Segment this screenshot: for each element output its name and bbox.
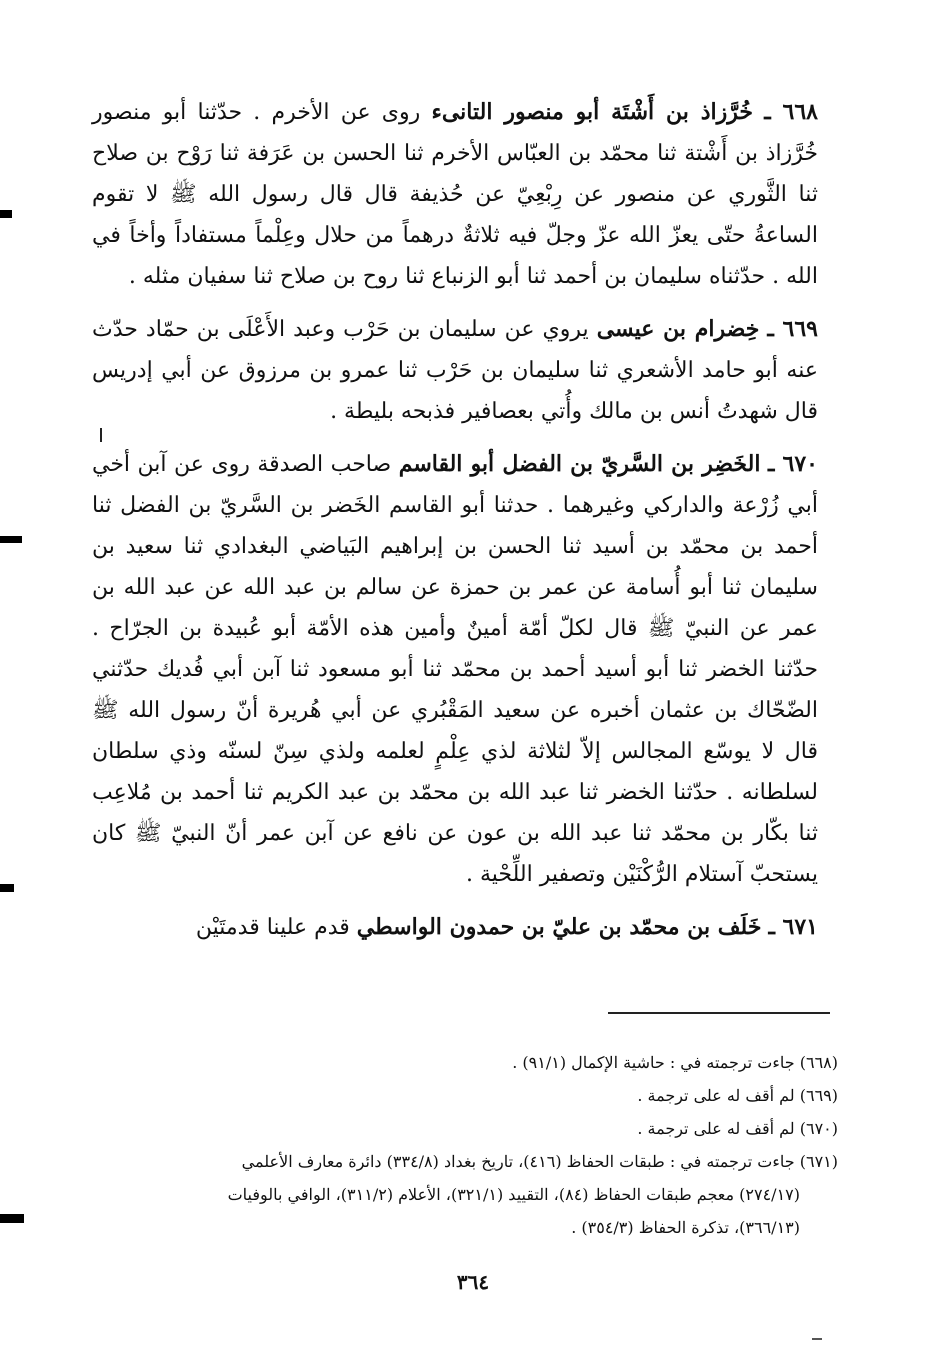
entry-number: ٦٧١ ـ (768, 914, 818, 940)
entry-671 (92, 907, 818, 948)
footnote-divider (608, 1012, 830, 1014)
entry-name: خُرَّزاذ بن أَشْتَة أبو منصور التانىء (431, 99, 754, 125)
entry-670 (92, 444, 818, 895)
entry-name: خَلَف بن محمّد بن عليّ بن حمدون الواسطي (356, 914, 762, 940)
entry-number: ٦٦٩ ـ (767, 316, 818, 342)
entry-text: روى عن الأخرم . حدّثنا أبو منصور خُرَّزاذ بن أَشْتة ثنا محمّد بن العبّاس الأخرم ثنا الحسن بن عَرَفة ثنا رَوْح بن صلاح ثنا الثَّوري عن منصور عن رِبْعِيّ عن حُذيفة قال قال رسول الله ﷺ لا تقوم الساعةُ حتّى يعزّ الله عزّ وجلّ فيه ثلاثةٌ درهماً من حلال وعِلْماً مستفاداً وأخاً في الله . حدّثناه سليمان بن أحمد ثنا أبو الزنباع ثنا روح بن صلاح ثنا سفيان مثله . (92, 100, 818, 289)
main-text (92, 92, 818, 960)
entry-text: صاحب الصدقة روى عن آبن أخي أبي زُرْعة والداركي وغيرهما . حدثنا أبو القاسم الخَضر بن السَّريّ بن الفضل ثنا أحمد بن محمّد بن أسيد ثنا الحسن بن إبراهيم البَياضي البغدادي ثنا سعيد بن سليمان ثنا أبو أُسامة عن عمر بن حمزة عن سالم بن عبد الله عن عبد الله بن عمر عن النبيّ ﷺ قال لكلّ أمّة أمينٌ وأمين هذه الأمّة أبو عُبيدة بن الجرّاح . حدّثنا الخضر ثنا أبو أسيد أحمد بن محمّد ثنا أبو مسعود ثنا آبن أبي فُديك حدّثني الضّحّاك بن عثمان أخبره عن سعيد المَقْبُري عن أبي هُريرة أنّ رسول الله ﷺ قال لا يوسّع المجالس إلاّ لثلاثة لذي عِلْمٍ لعلمه ولذي سِنّ لسنّه وذي سلطان لسلطانه . حدّثنا الخضر ثنا عبد الله بن محمّد بن عبد الكريم ثنا أحمد بن مُلاعِب ثنا بكّار بن محمّد ثنا عبد الله بن عون عن نافع عن آبن عمر أنّ النبيّ ﷺ كان يستحبّ آستلام الرُّكْنَيْن وتصفير اللِّحْية . (92, 452, 818, 887)
footnote-671-line2: (٢٧٤/١٧) معجم طبقات الحفاظ (٨٤)، التقييد (٣٢١/١)، الأعلام (٣١١/٢)، الوافي بالوفيات (227, 1185, 800, 1204)
binding-mark (0, 536, 22, 543)
entry-text: قدم علينا قدمتَيْن (195, 915, 357, 940)
entry-669 (92, 309, 818, 432)
binding-mark (0, 1214, 24, 1223)
entry-name: الخَضِر بن السَّريّ بن الفضل أبو القاسم (398, 451, 761, 477)
binding-mark (0, 884, 14, 892)
page-number: ٣٦٤ (456, 1270, 490, 1294)
scan-speck (812, 1338, 822, 1340)
footnote-669: (٦٦٩) لم أقف له على ترجمة . (637, 1086, 838, 1105)
entry-name: خِضرام بن عيسى (596, 316, 760, 342)
footnote-668: (٦٦٨) جاءت ترجمته في : حاشية الإكمال (٩١/١) . (512, 1053, 838, 1072)
entry-text: يروي عن سليمان بن حَرْب وعبد الأَعْلَى بن حمّاد حدّث عنه أبو حامد الأشعري ثنا سليمان بن حَرْب ثنا عمرو بن مرزوق عن أبي إدريس قال شهدتُ أنس بن مالك وأُتي بعصافير فذبحه بليطة . (92, 317, 818, 424)
scan-speck (100, 428, 102, 442)
entry-number: ٦٦٨ ـ (764, 99, 818, 125)
footnotes (92, 1046, 838, 1244)
binding-mark (0, 210, 12, 218)
entry-668 (92, 92, 818, 297)
footnote-671-line3: (٣٦٦/١٣)، تذكرة الحفاظ (٣٥٤/٣) . (571, 1218, 800, 1237)
entry-number: ٦٧٠ ـ (767, 451, 818, 477)
footnote-671-line1: (٦٧١) جاءت ترجمته في : طبقات الحفاظ (٤١٦)، تاريخ بغداد (٣٣٤/٨) دائرة معارف الأعلمي (241, 1152, 838, 1171)
footnote-671 (92, 1145, 838, 1244)
footnote-670: (٦٧٠) لم أقف له على ترجمة . (637, 1119, 838, 1138)
